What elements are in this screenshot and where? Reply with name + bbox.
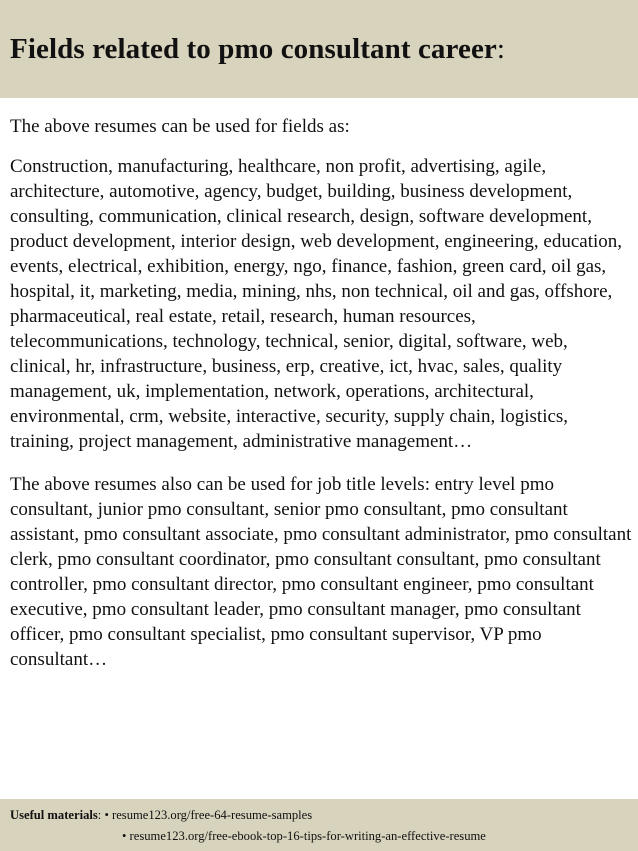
- job-levels-paragraph: The above resumes also can be used for job title levels: entry level pmo consultant, junior pmo consultant, senior pmo consultant, pmo consultant assistant, pmo consultant associate, pmo consultant administrator, pmo consultant clerk, pmo consultant coordinator, pmo consultant consultant, pmo consultant controller, pmo consultant director, pmo consultant engineer, pmo consultant executive, pmo consultant leader, pmo consultant manager, pmo consultant officer, pmo consultant specialist, pmo consultant supervisor, VP pmo consultant…: [10, 474, 632, 670]
- intro-paragraph: The above resumes can be used for fields as:: [10, 116, 350, 137]
- useful-materials-label: Useful materials: [10, 808, 98, 822]
- main-content: [10, 114, 632, 672]
- useful-materials-colon: :: [97, 808, 102, 822]
- footer-row-1: [10, 808, 312, 823]
- title-banner: [0, 0, 638, 98]
- page-title-text: Fields related to pmo consultant career: [10, 33, 497, 65]
- resource-link-resume-samples[interactable]: • resume123.org/free-64-resume-samples: [104, 808, 313, 822]
- resource-link-ebook-tips[interactable]: • resume123.org/free-ebook-top-16-tips-for-writing-an-effective-resume: [122, 829, 486, 843]
- useful-materials-footer: [0, 799, 638, 851]
- fields-paragraph: Construction, manufacturing, healthcare, non profit, advertising, agile, architecture, automotive, agency, budget, building, business development, consulting, communication, clinical research, design, software development, product development, interior design, web development, engineering, education, events, electrical, exhibition, energy, ngo, finance, fashion, green card, oil gas, hospital, it, marketing, media, mining, nhs, non technical, oil and gas, offshore, pharmaceutical, real estate, retail, research, human resources, telecommunications, technology, technical, senior, digital, software, web, clinical, hr, infrastructure, business, erp, creative, ict, hvac, sales, quality management, uk, implementation, network, operations, architectural, environmental, crm, website, interactive, security, supply chain, logistics, training, project management, administrative management…: [10, 156, 623, 452]
- page-title-colon: :: [496, 33, 506, 65]
- footer-row-2: [122, 829, 486, 844]
- page-title: [10, 33, 505, 66]
